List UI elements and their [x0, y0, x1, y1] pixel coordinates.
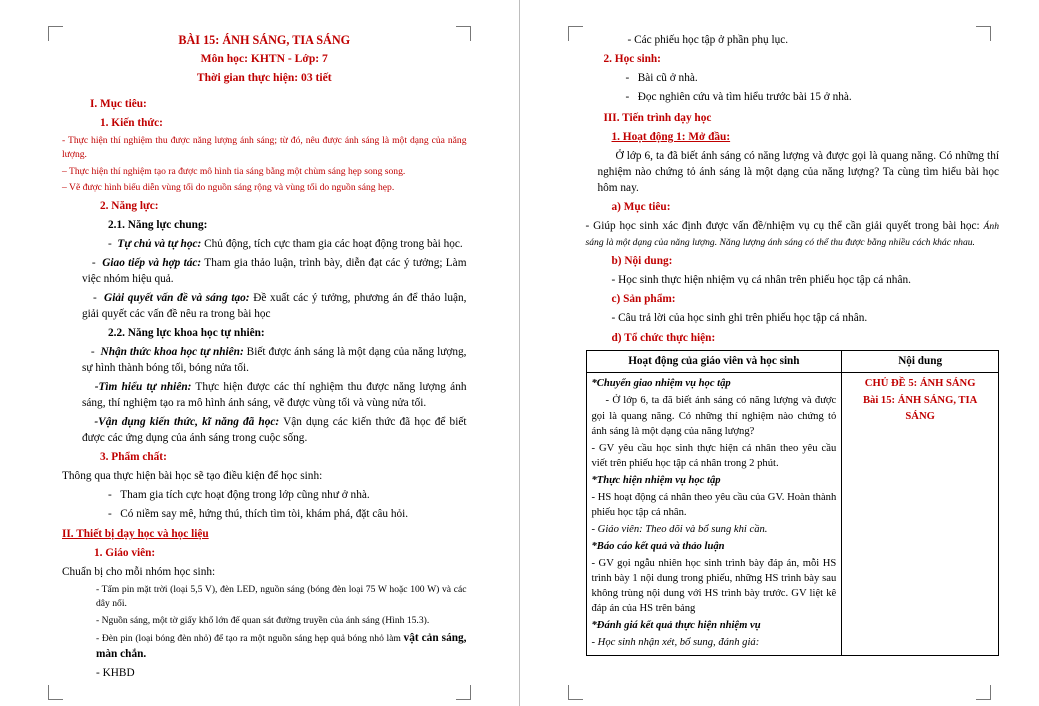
quality-item-2: - Có niềm say mê, hứng thú, thích tìm tòi, khám phá, đặt câu hỏi. — [108, 508, 409, 521]
table-cell-content — [842, 373, 999, 656]
table-header-activity: Hoạt động của giáo viên và học sinh — [586, 350, 842, 373]
competency-apply-label: -Vận dụng kiến thức, kĩ năng đã học: — [94, 416, 280, 429]
document-title-block — [62, 32, 467, 86]
knowledge-item-2: – Thực hiện thí nghiệm tạo ra được mô hình tia sáng bằng một chùm sáng hẹp song song. — [62, 165, 406, 177]
cell-transfer-task-heading: *Chuyển giao nhiệm vụ học tập — [591, 378, 731, 390]
competency-communication: - Giao tiếp và hợp tác: Tham gia thảo luận, trình bày, diễn đạt các ý tưởng; Làm việc nhóm hiệu quả. — [82, 256, 467, 285]
student-item-1: - Bài cũ ở nhà. — [625, 72, 698, 85]
cell-report-heading: *Báo cáo kết quả và thảo luận — [591, 540, 725, 552]
knowledge-item-3: – Vẽ được hình biểu diễn vùng tối do nguồn sáng rộng và vùng tối do nguồn sáng hẹp. — [62, 182, 395, 194]
teacher-item-3-bold: vật cản sáng — [403, 632, 464, 645]
heading-equipment: II. Thiết bị dạy học và học liệu — [62, 528, 209, 541]
cell-teacher-note: - Giáo viên: Theo dõi và bổ sung khi cần. — [591, 523, 768, 535]
b-content-text: - Học sinh thực hiện nhiệm vụ cá nhân trên phiếu học tập cá nhân. — [611, 274, 911, 287]
heading-qualities: 3. Phẩm chất: — [100, 451, 167, 464]
competency-communication-label: Giao tiếp và hợp tác: — [102, 256, 202, 269]
table-cell-activity — [586, 373, 842, 656]
heading-activity-1: 1. Hoạt động 1: Mở đầu: — [611, 131, 731, 144]
document-duration: Thời gian thực hiện: 03 tiết — [196, 70, 332, 84]
competency-awareness: - Nhận thức khoa học tự nhiên: Biết được ánh sáng là một dạng của năng lượng, sự hình thành bóng tối, bóng nửa tối. — [82, 345, 467, 375]
document-title: BÀI 15: ÁNH SÁNG, TIA SÁNG — [178, 33, 351, 47]
crop-mark-top-left — [48, 26, 63, 41]
crop-mark-top-left-2 — [568, 26, 583, 41]
heading-knowledge: 1. Kiến thức: — [100, 117, 163, 130]
heading-teacher: 1. Giáo viên: — [94, 547, 156, 560]
cell-transfer-task-q: - Ở lớp 6, ta đã biết ánh sáng có năng lượng và được gọi là quang năng. Có những thí nghiệm nào chứng tỏ ánh sáng là một dạng của năng lượng? — [591, 395, 837, 437]
crop-mark-bottom-left-2 — [568, 685, 583, 700]
teacher-item-khbd: - KHBD — [96, 667, 135, 680]
cell-perform-task-text: - HS hoạt động cá nhân theo yêu cầu của GV. Hoàn thành phiếu học tập cá nhân. — [591, 491, 837, 518]
competency-problemsolving-label: Giải quyết vấn đề và sáng tạo: — [104, 291, 250, 304]
table-row — [586, 373, 999, 656]
heading-science-competency: 2.2. Năng lực khoa học tự nhiên: — [108, 326, 265, 339]
page-right-content — [586, 32, 1000, 702]
teacher-item-1: - Tấm pin mặt trời (loại 5,5 V), đèn LED, nguồn sáng (bóng đèn loại 75 W hoặc 100 W) và các dây nối. — [96, 584, 467, 609]
c-product-text: - Câu trả lời của học sinh ghi trên phiếu học tập cá nhân. — [611, 312, 868, 325]
competency-selfstudy-label: Tự chủ và tự học: — [117, 237, 202, 250]
knowledge-item-1: - Thực hiện thí nghiệm thu được năng lượng ánh sáng; từ đó, nêu được ánh sáng là một dạng của năng lượng. — [62, 135, 467, 160]
cell-report-text: - GV gọi ngẫu nhiên học sinh trình bày đáp án, mỗi HS trình bày 1 nội dung trong phiếu, những HS trình bày sau không trùng nội dung với HS trình bày trước. GV liệt kê đáp án của HS trên bảng — [591, 557, 837, 614]
competency-problemsolving-text: Đề xuất các ý tưởng, phương án để thảo luận, giải quyết các vấn đề nêu ra trong bài học — [82, 291, 467, 320]
teacher-item-2: - Nguồn sáng, một tờ giấy khổ lớn để quan sát đường truyền của ánh sáng (Hình 15.3). — [96, 614, 430, 626]
competency-awareness-text: Biết được ánh sáng là một dạng của năng lượng, sự hình thành bóng tối, bóng nửa tối. — [82, 345, 467, 375]
competency-explore-text: Thực hiện được các thí nghiệm thu được năng lượng ánh sáng, thí nghiệm tạo ra mô hình ánh sáng, vẽ được vùng tối và vùng nửa tối. — [82, 381, 467, 410]
heading-general-competency: 2.1. Năng lực chung: — [108, 218, 208, 231]
activity-1-body: Ở lớp 6, ta đã biết ánh sáng có năng lượng và được gọi là quang năng. Có những thí nghiệm nào chứng tỏ ánh sáng là một dạng của năng lượng? Ta cùng tìm hiểu bài học hôm nay. — [597, 150, 999, 195]
table-header-content: Nội dung — [842, 350, 999, 373]
qualities-intro: Thông qua thực hiện bài học sẽ tạo điều kiện để học sinh: — [62, 470, 323, 483]
competency-problemsolving: - Giải quyết vấn đề và sáng tạo: Đề xuất các ý tưởng, phương án để thảo luận, giải quyết các vấn đề nêu ra trong bài học — [82, 291, 467, 320]
cell-transfer-task-req: - GV yêu cầu học sinh thực hiện cá nhân theo yêu cầu viết trên phiếu học tập cá nhân trong 2 phút. — [591, 442, 837, 469]
heading-b-content: b) Nội dung: — [611, 255, 673, 268]
heading-student: 2. Học sinh: — [603, 53, 661, 66]
cell-lesson-title: Bài 15: ÁNH SÁNG, TIA SÁNG — [862, 395, 978, 422]
competency-awareness-label: Nhận thức khoa học tự nhiên: — [100, 345, 244, 358]
competency-selfstudy: - Tự chủ và tự học: Chủ động, tích cực tham gia các hoạt động trong bài học. — [108, 237, 463, 250]
document-subject: Môn học: KHTN - Lớp: 7 — [200, 52, 328, 66]
table-header-row — [586, 350, 999, 373]
competency-apply — [82, 414, 467, 446]
competency-selfstudy-text: Chủ động, tích cực tham gia các hoạt động trong bài học. — [201, 237, 463, 250]
crop-mark-bottom-left — [48, 685, 63, 700]
teacher-intro: Chuẩn bị cho mỗi nhóm học sinh: — [62, 566, 216, 579]
material-item-worksheets: - Các phiếu học tập ở phần phụ lục. — [627, 34, 789, 46]
cell-topic-title: CHỦ ĐỀ 5: ÁNH SÁNG — [864, 378, 976, 390]
heading-a-objective: a) Mục tiêu: — [611, 201, 671, 214]
competency-explore — [82, 379, 467, 411]
page-right — [520, 0, 1039, 706]
competency-apply-text: Vận dụng các kiến thức đã học để biết được các ứng dụng của ánh sáng trong cuộc sống. — [82, 416, 467, 445]
heading-competency: 2. Năng lực: — [100, 199, 159, 212]
teacher-item-3: - Đèn pin (loại bóng đèn nhỏ) để tạo ra một nguồn sáng hẹp quả bóng nhỏ làm vật cản sáng, màn chắn. — [96, 632, 467, 661]
activity-table — [586, 350, 1000, 656]
heading-c-product: c) Sản phẩm: — [611, 293, 676, 306]
heading-lesson-process: III. Tiến trình dạy học — [603, 112, 712, 125]
a-objective-text: - Giúp học sinh xác định được vấn đề/nhiệm vụ cụ thể cần giải quyết trong bài học: Ánh sáng là một dạng của năng lượng. Năng lượng ánh sáng có thể thu được bằng nhiều cách khác nhau. — [585, 220, 999, 249]
heading-d-organization: d) Tổ chức thực hiện: — [611, 331, 716, 344]
cell-evaluate-heading: *Đánh giá kết quả thực hiện nhiệm vụ — [591, 619, 761, 631]
student-item-2: - Đọc nghiên cứu và tìm hiểu trước bài 15 ở nhà. — [625, 91, 852, 104]
quality-item-1: - Tham gia tích cực hoạt động trong lớp cũng như ở nhà. — [108, 489, 370, 502]
competency-explore-label: -Tìm hiểu tự nhiên: — [94, 381, 192, 394]
a-objective-italic: Ánh sáng là một dạng của năng lượng. Năng lượng ánh sáng có thể thu được bằng nhiều cách khác nhau. — [585, 221, 999, 249]
cell-evaluate-text: - Học sinh nhận xét, bổ sung, đánh giá: — [591, 636, 760, 648]
competency-communication-text: Tham gia thảo luận, trình bày, diễn đạt các ý tưởng; Làm việc nhóm hiệu quả. — [82, 256, 467, 285]
cell-perform-task-heading: *Thực hiện nhiệm vụ học tập — [591, 474, 721, 486]
heading-objectives: I. Mục tiêu: — [90, 98, 147, 111]
page-left-content — [62, 32, 467, 702]
